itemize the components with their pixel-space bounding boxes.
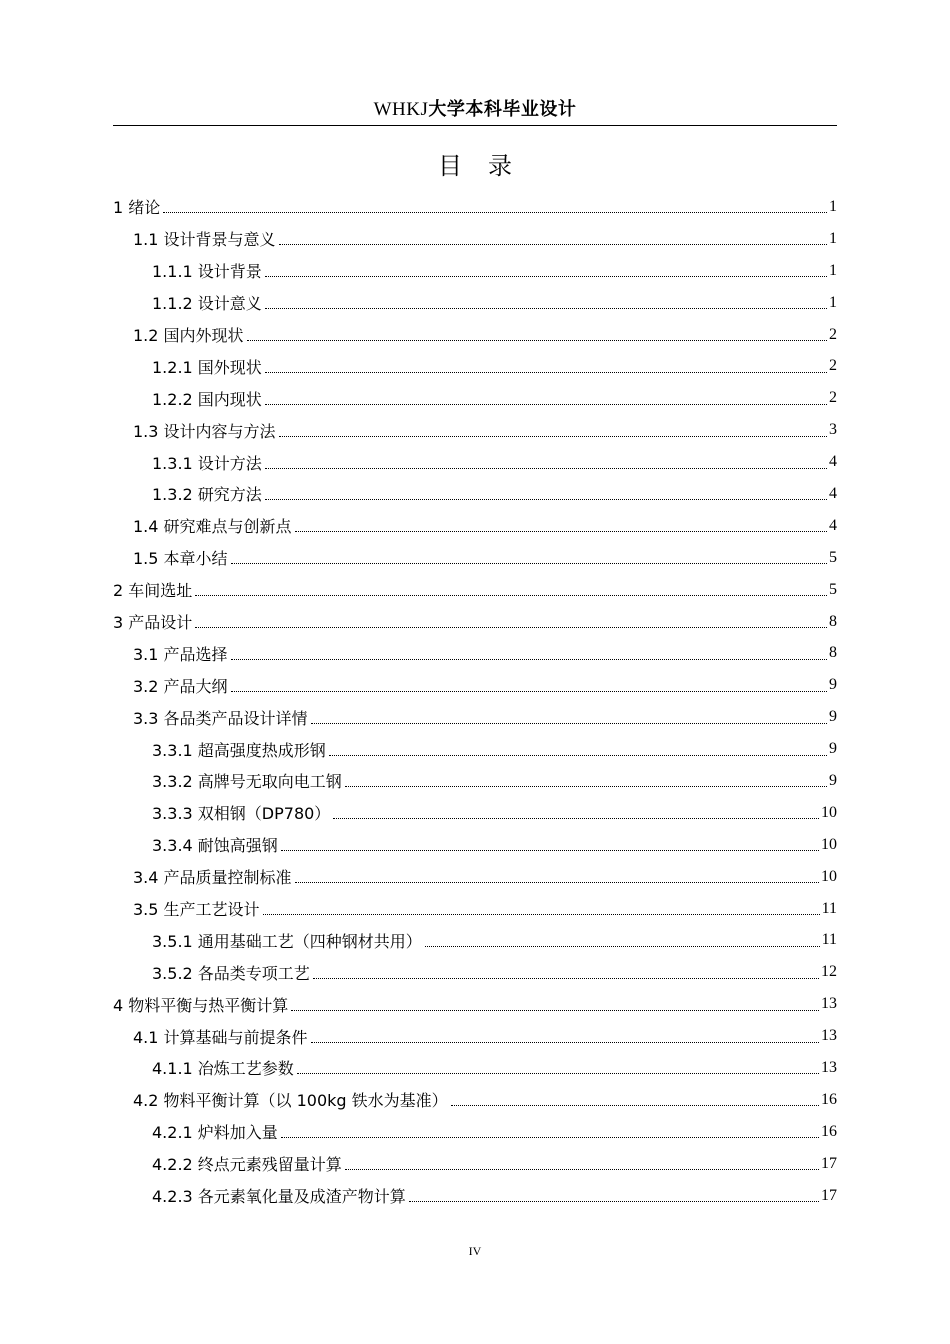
toc-dot-leader [295,513,827,532]
toc-entry[interactable] [113,1084,837,1116]
toc-dot-leader [265,481,827,500]
toc-entry[interactable] [113,574,837,606]
toc-entry-label: 1.2.1 国外现状 [152,357,262,377]
toc-entry[interactable] [113,1180,837,1212]
toc-entry-label: 3.3.4 耐蚀高强钢 [152,836,278,856]
toc-entry-label: 1.3.2 研究方法 [152,485,262,505]
toc-entry[interactable] [113,350,837,382]
toc-entry[interactable] [113,446,837,478]
table-of-contents [113,191,837,1212]
toc-entry-page: 16 [821,1122,837,1140]
toc-dot-leader [311,705,827,724]
toc-entry[interactable] [113,382,837,414]
toc-entry[interactable] [113,1148,837,1180]
toc-entry-label: 3.3.1 超高强度热成形钢 [152,740,326,760]
toc-entry-page: 11 [821,899,837,917]
toc-entry-page: 10 [821,803,837,821]
toc-entry-page: 1 [829,229,837,247]
toc-dot-leader [247,322,827,341]
toc-entry-label: 4.2.3 各元素氧化量及成渣产物计算 [152,1187,406,1207]
toc-entry-page: 8 [829,612,837,630]
toc-dot-leader [311,1024,819,1043]
toc-entry-page: 1 [829,197,837,215]
toc-dot-leader [281,832,819,851]
toc-entry-label: 3.4 产品质量控制标准 [133,868,292,888]
toc-dot-leader [297,1055,819,1074]
toc-entry-label: 4.2.1 炉料加入量 [152,1123,278,1143]
toc-dot-leader [265,290,827,309]
toc-entry-label: 3.3.2 高牌号无取向电工钢 [152,772,342,792]
toc-dot-leader [333,800,819,819]
toc-entry-label: 1.1.1 设计背景 [152,262,262,282]
toc-entry[interactable] [113,765,837,797]
toc-entry-page: 8 [829,644,837,662]
toc-entry-label: 1.3.1 设计方法 [152,453,262,473]
toc-entry[interactable] [113,606,837,638]
header-title-latin: WHKJ [373,99,429,120]
toc-entry-label: 4.1.1 冶炼工艺参数 [152,1059,294,1079]
toc-entry-label: 3 产品设计 [113,613,193,633]
toc-entry[interactable] [113,829,837,861]
toc-entry-label: 1.2.2 国内现状 [152,389,262,409]
toc-entry-label: 1 绪论 [113,198,161,218]
toc-entry[interactable] [113,191,837,223]
toc-dot-leader [231,545,827,564]
toc-entry-page: 17 [821,1154,837,1172]
toc-entry[interactable] [113,861,837,893]
toc-dot-leader [281,1119,819,1138]
toc-entry-page: 10 [821,867,837,885]
toc-dot-leader [345,768,827,787]
toc-entry-label: 1.1.2 设计意义 [152,294,262,314]
toc-entry-page: 9 [829,708,837,726]
header-rule [113,125,837,126]
toc-heading: 目录 [438,152,538,180]
toc-entry[interactable] [113,478,837,510]
toc-entry[interactable] [113,542,837,574]
toc-entry-page: 17 [821,1186,837,1204]
toc-entry-label: 1.4 研究难点与创新点 [133,517,292,537]
toc-entry[interactable] [113,1116,837,1148]
toc-entry[interactable] [113,510,837,542]
toc-entry-label: 3.5.1 通用基础工艺（四种钢材共用） [152,931,422,951]
toc-dot-leader [195,609,827,628]
toc-entry[interactable] [113,414,837,446]
toc-dot-leader [451,1087,819,1106]
toc-entry-page: 12 [821,963,837,981]
toc-entry-page: 5 [829,548,837,566]
page-number: IV [468,1244,482,1258]
toc-entry-page: 3 [829,421,837,439]
toc-dot-leader [195,577,827,596]
toc-dot-leader [329,737,827,756]
toc-entry-page: 4 [829,516,837,534]
toc-entry-page: 2 [829,325,837,343]
toc-entry-page: 4 [829,484,837,502]
toc-entry[interactable] [113,797,837,829]
toc-entry-label: 3.5 生产工艺设计 [133,900,260,920]
toc-entry-page: 10 [821,835,837,853]
toc-entry-page: 11 [821,931,837,949]
toc-dot-leader [163,194,827,213]
toc-entry-page: 16 [821,1090,837,1108]
toc-entry-label: 1.1 设计背景与意义 [133,230,276,250]
toc-entry[interactable] [113,1052,837,1084]
toc-entry[interactable] [113,701,837,733]
toc-entry[interactable] [113,1020,837,1052]
toc-entry-label: 4.2 物料平衡计算（以 100kg 铁水为基准） [133,1091,448,1111]
toc-entry-label: 1.3 设计内容与方法 [133,421,276,441]
toc-dot-leader [295,864,819,883]
toc-dot-leader [345,1151,819,1170]
toc-entry[interactable] [113,255,837,287]
toc-entry[interactable] [113,924,837,956]
toc-entry-label: 1.2 国内外现状 [133,326,244,345]
toc-dot-leader [409,1183,819,1202]
toc-entry-label: 4 物料平衡与热平衡计算 [113,995,289,1015]
toc-entry-page: 13 [821,1058,837,1076]
header-title-cn: 大学本科毕业设计 [428,99,577,120]
toc-entry-page: 9 [829,676,837,694]
toc-dot-leader [291,992,819,1011]
toc-entry-page: 9 [829,771,837,789]
toc-dot-leader [265,450,827,469]
toc-entry-label: 3.3.3 双相钢（DP780） [152,804,331,824]
toc-dot-leader [265,354,827,373]
toc-entry[interactable] [113,669,837,701]
toc-entry[interactable] [113,956,837,988]
toc-entry[interactable] [113,893,837,925]
toc-entry-label: 3.1 产品选择 [133,644,228,664]
toc-entry[interactable] [113,319,837,351]
toc-entry-page: 1 [829,261,837,279]
toc-entry-page: 5 [829,580,837,598]
toc-entry-page: 13 [821,995,837,1013]
toc-entry-label: 3.5.2 各品类专项工艺 [152,963,310,983]
toc-entry-page: 9 [829,740,837,758]
toc-entry[interactable] [113,287,837,319]
toc-dot-leader [279,418,827,437]
toc-entry[interactable] [113,733,837,765]
toc-entry[interactable] [113,223,837,255]
toc-entry-label: 4.1 计算基础与前提条件 [133,1027,308,1047]
toc-entry-page: 2 [829,389,837,407]
toc-dot-leader [231,641,827,660]
toc-entry-label: 2 车间选址 [113,581,193,601]
toc-dot-leader [313,960,819,979]
page-header-title [0,95,950,121]
toc-entry-label: 3.3 各品类产品设计详情 [133,708,308,728]
toc-dot-leader [231,673,827,692]
toc-entry[interactable] [113,637,837,669]
toc-dot-leader [279,226,827,245]
toc-dot-leader [265,258,827,277]
toc-entry-page: 1 [829,293,837,311]
toc-entry[interactable] [113,988,837,1020]
toc-entry-page: 4 [829,453,837,471]
toc-entry-label: 4.2.2 终点元素残留量计算 [152,1155,342,1175]
toc-entry-label: 1.5 本章小结 [133,549,228,569]
toc-entry-page: 2 [829,357,837,375]
toc-dot-leader [425,928,820,947]
toc-dot-leader [265,386,827,405]
toc-entry-label: 3.2 产品大纲 [133,676,228,696]
toc-entry-page: 13 [821,1027,837,1045]
toc-dot-leader [263,896,820,915]
